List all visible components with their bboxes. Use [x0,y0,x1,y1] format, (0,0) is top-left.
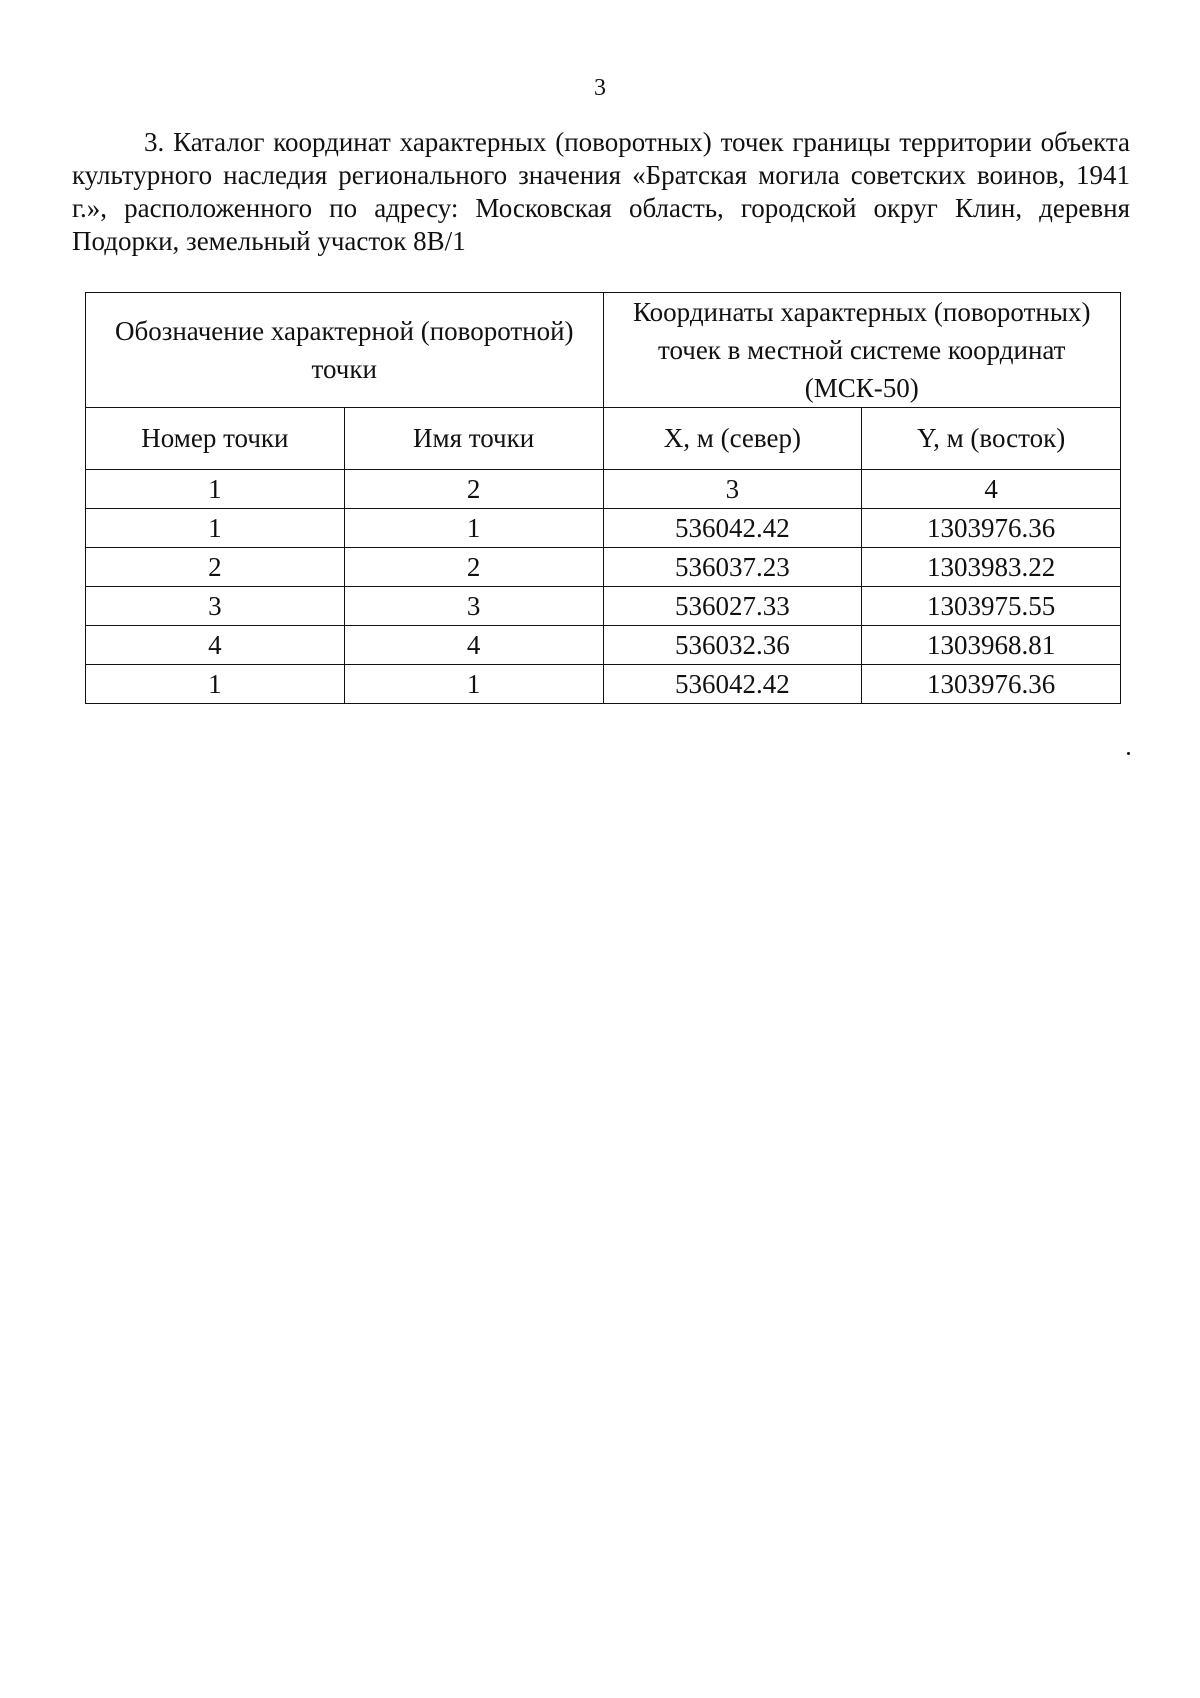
x-coordinate-cell: 536042.42 [603,509,862,548]
point-number-cell: 3 [86,587,345,626]
table-row [86,587,1121,626]
point-number-cell: 1 [86,509,345,548]
y-coordinate-cell: 1303976.36 [862,509,1121,548]
point-number-cell: 4 [86,626,345,665]
column-number: 1 [86,470,345,509]
table-column-number-row [86,470,1121,509]
header-y-east: Y, м (восток) [862,408,1121,470]
table-row [86,665,1121,704]
point-name-cell: 1 [344,665,603,704]
x-coordinate-cell: 536027.33 [603,587,862,626]
header-point-designation: Обозначение характерной (поворотной) точки [86,293,604,408]
table-row [86,548,1121,587]
y-coordinate-cell: 1303968.81 [862,626,1121,665]
y-coordinate-cell: 1303983.22 [862,548,1121,587]
table-column-header-row [86,408,1121,470]
table-group-header-row [86,293,1121,408]
point-name-cell: 3 [344,587,603,626]
header-x-north: X, м (север) [603,408,862,470]
table-row [86,509,1121,548]
page-number: 3 [594,75,606,101]
column-number: 2 [344,470,603,509]
point-name-cell: 4 [344,626,603,665]
coordinates-table [85,292,1121,704]
point-name-cell: 1 [344,509,603,548]
y-coordinate-cell: 1303976.36 [862,665,1121,704]
column-number: 3 [603,470,862,509]
column-number: 4 [862,470,1121,509]
table-row [86,626,1121,665]
x-coordinate-cell: 536042.42 [603,665,862,704]
point-name-cell: 2 [344,548,603,587]
x-coordinate-cell: 536032.36 [603,626,862,665]
header-point-name: Имя точки [344,408,603,470]
catalog-intro-paragraph: 3. Каталог координат характерных (поворотных) точек границы территории объекта культурного наследия регионального значения «Братская могила советских воинов, 1941 г.», расположенного по адресу: Московская область, городской округ Клин, деревня Подорки, земельный участок 8В/1 [72,127,1130,256]
header-coordinates: Координаты характерных (поворотных) точек в местной системе координат (МСК-50) [603,293,1121,408]
header-point-number: Номер точки [86,408,345,470]
y-coordinate-cell: 1303975.55 [862,587,1121,626]
x-coordinate-cell: 536037.23 [603,548,862,587]
stray-dot-mark [1127,752,1130,755]
point-number-cell: 1 [86,665,345,704]
point-number-cell: 2 [86,548,345,587]
